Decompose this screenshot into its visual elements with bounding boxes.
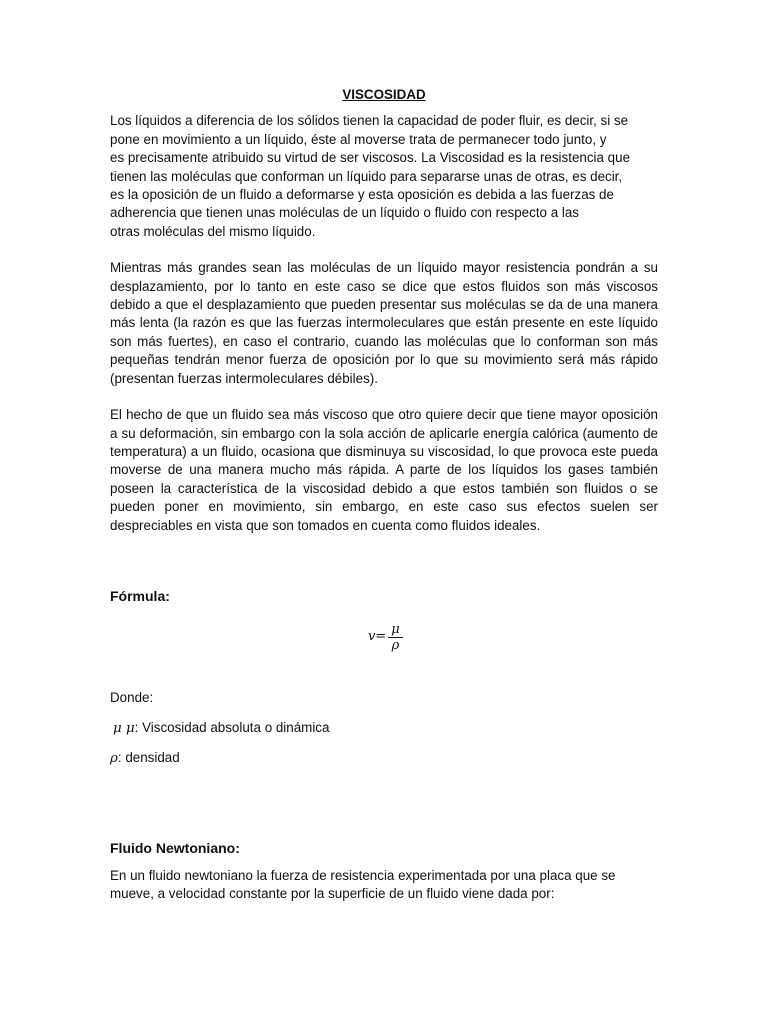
- formula-equals: =: [375, 629, 387, 645]
- paragraph-newtonian: [110, 867, 658, 904]
- definition-mu: [110, 719, 658, 738]
- paragraph-molecules: Mientras más grandes sean las moléculas de un líquido mayor resistencia pondrán a su desplazamiento, por lo tanto en este caso se dice que estos fluidos son más viscosos debido a que el desplazamiento que pueden presentar sus moléculas se da de una manera más lenta (la razón es que las fuerzas intermoleculares que están presente en este líquido son más fuertes), en caso el contrario, cuando las moléculas que lo conforman son más pequeñas tendrán menor fuerza de oposición por lo que su movimiento será más rápido (presentan fuerzas intermoleculares débiles).: [110, 260, 658, 386]
- symbol-mu: μ μ: [113, 720, 135, 736]
- text-line: es precisamente atribuido su virtud de ser viscosos. La Viscosidad es la resistencia que: [110, 150, 631, 166]
- text-line: pone en movimiento a un líquido, éste al moverse trata de permanecer todo junto, y: [110, 131, 607, 147]
- paragraph-intro: [110, 112, 658, 241]
- formula-heading: Fórmula:: [110, 587, 170, 604]
- text-line: es la oposición de un fluido a deformarse y esta oposición es debida a las fuerzas de: [110, 187, 614, 203]
- definition-text: : Viscosidad absoluta o dinámica: [134, 719, 330, 735]
- formula-lhs: v: [368, 629, 376, 645]
- formula-fraction: [388, 622, 402, 653]
- formula-numerator: μ: [391, 621, 400, 637]
- document-page: [110, 86, 658, 904]
- equation: [368, 619, 403, 655]
- text-line: mueve, a velocidad constante por la superficie de un fluido viene dada por:: [110, 886, 555, 902]
- text-line: En un fluido newtoniano la fuerza de resistencia experimentada por una placa que se: [110, 867, 616, 883]
- formula-denominator: ρ: [391, 637, 400, 653]
- symbol-rho: ρ: [110, 751, 118, 767]
- text-line: otras moléculas del mismo líquido.: [110, 223, 316, 239]
- text-line: adherencia que tienen unas moléculas de un líquido o fluido con respecto a las: [110, 205, 579, 221]
- definition-rho: [110, 749, 658, 768]
- document-title: VISCOSIDAD: [342, 87, 426, 102]
- definition-text: : densidad: [117, 750, 180, 766]
- donde-label: Donde:: [110, 690, 154, 706]
- newtonian-heading: Fluido Newtoniano:: [110, 839, 240, 856]
- paragraph-viscous: El hecho de que un fluido sea más viscoso que otro quiere decir que tiene mayor oposición a su deformación, sin embargo con la sola acción de aplicarle energía calórica (aumento de temperatura) a un fluido, ocasiona que disminuya su viscosidad, lo que provoca este pueda moverse de una manera mucho más rápida. A parte de los líquidos los gases también poseen la característica de la viscosidad debido a que estos también son fluidos o se pueden poner en movimiento, sin embargo, en este caso sus efectos suelen ser despreciables en vista que son tomados en cuenta como fluidos ideales.: [110, 407, 658, 533]
- text-line: Los líquidos a diferencia de los sólidos tienen la capacidad de poder fluir, es decir, si se: [110, 113, 629, 129]
- text-line: tienen las moléculas que conforman un líquido para separarse unas de otras, es decir,: [110, 168, 623, 184]
- viscosity-formula: [110, 619, 658, 659]
